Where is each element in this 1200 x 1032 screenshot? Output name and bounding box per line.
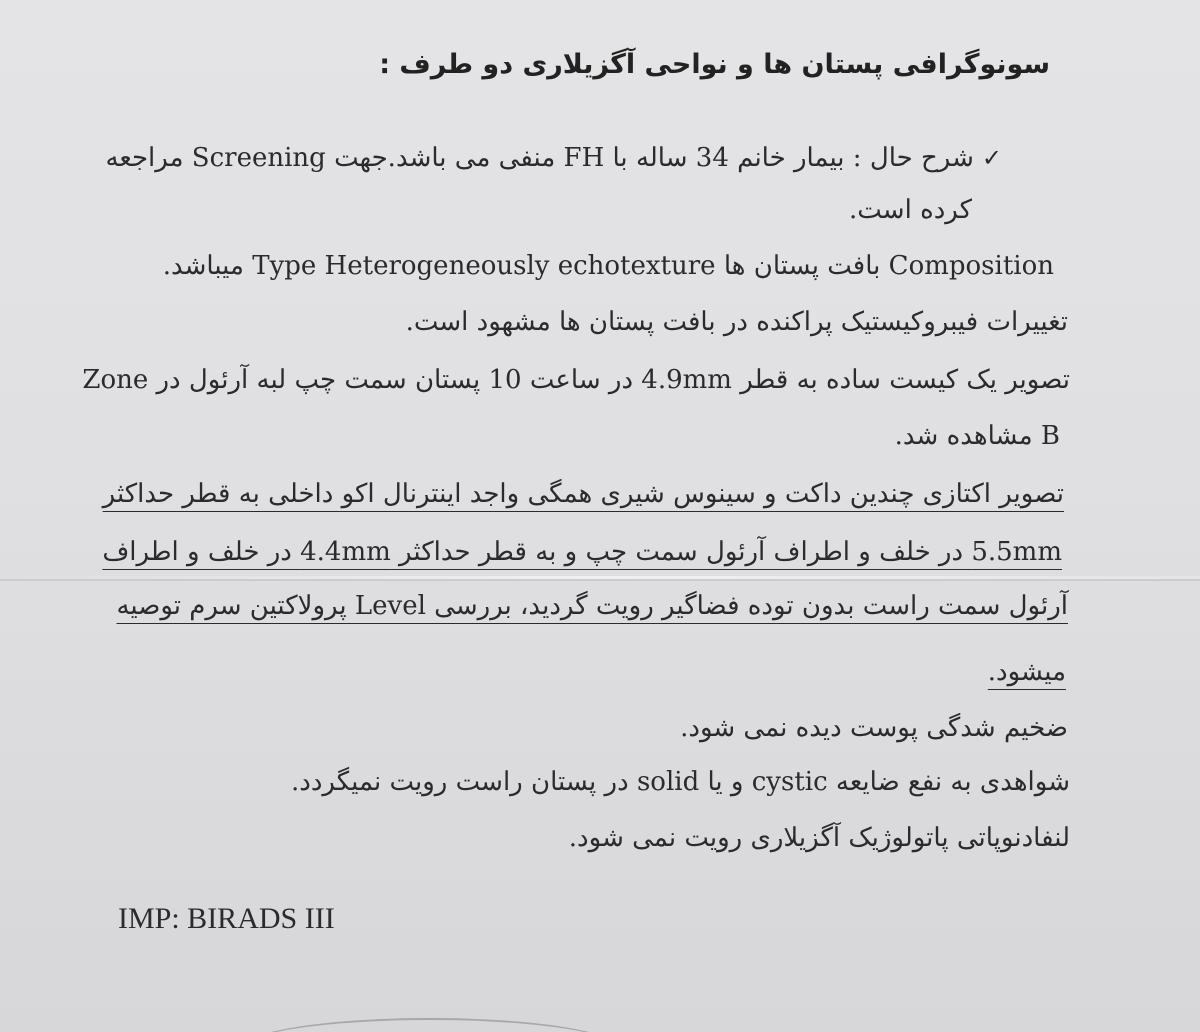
fibrocystic-line: تغییرات فیبروکیستیک پراکنده در بافت پستان ها مشهود است. — [405, 307, 1068, 337]
page-edge-mark — [240, 1018, 620, 1032]
ectasia-line-4: میشود. — [987, 657, 1066, 687]
composition-line: Composition بافت پستان ها Type Heterogeneously echotexture میباشد. — [162, 251, 1054, 281]
ectasia-line-1: تصویر اکتازی چندین داکت و سینوس شیری همگی واجد اینترنال اکو داخلی به قطر حداکثر — [102, 479, 1064, 509]
cyst-line-2: B مشاهده شد. — [894, 421, 1060, 451]
check-icon: ✓ — [981, 144, 1002, 172]
history-line-1 — [105, 142, 1002, 175]
right-breast-line: شواهدی به نفع ضایعه cystic و یا solid در پستان راست رویت نمیگردد. — [290, 767, 1070, 797]
ectasia-line-3: آرئول سمت راست بدون توده فضاگیر رویت گردید، بررسی Level پرولاکتین سرم توصیه — [116, 591, 1068, 621]
lymph-line: لنفادنوپاتی پاتولوژیک آگزیلاری رویت نمی شود. — [568, 823, 1070, 853]
history-line-2: کرده است. — [849, 195, 972, 225]
report-title: سونوگرافی پستان ها و نواحی آگزیلاری دو طرف : — [379, 49, 1050, 80]
history-text-1: شرح حال : بیمار خانم 34 ساله با FH منفی می باشد.جهت Screening مراجعه — [105, 143, 974, 173]
paper-fold-shadow — [0, 579, 1200, 581]
cyst-line-1: تصویر یک کیست ساده به قطر 4.9mm در ساعت 10 پستان سمت چپ لبه آرئول در Zone — [82, 365, 1070, 395]
impression: IMP: BIRADS III — [118, 902, 335, 935]
ectasia-line-2: 5.5mm در خلف و اطراف آرئول سمت چپ و به قطر حداکثر 4.4mm در خلف و اطراف — [102, 537, 1062, 567]
skin-line: ضخیم شدگی پوست دیده نمی شود. — [680, 713, 1068, 743]
